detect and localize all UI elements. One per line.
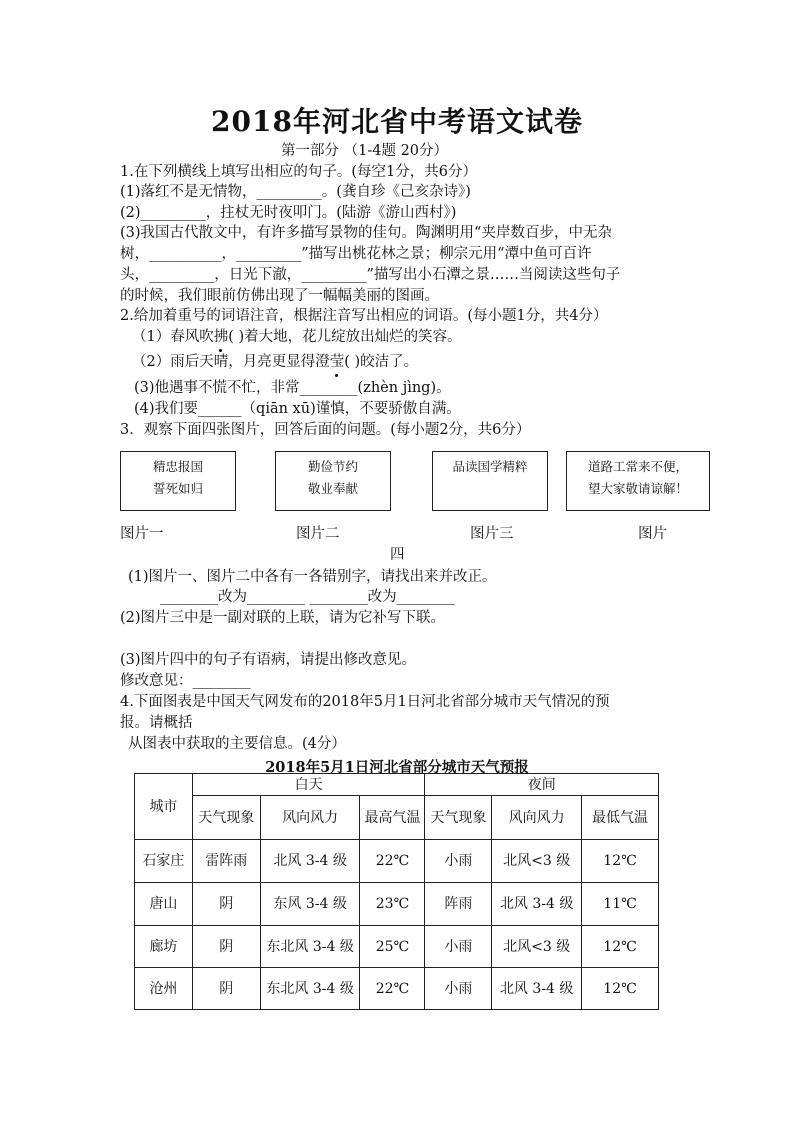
cell-day-wind: 东风 3-4 级 (260, 883, 360, 926)
table-row (135, 840, 659, 883)
cell-night-wind: 北风<3 级 (492, 840, 582, 883)
picture-two-line-1: 勤俭节约 (307, 459, 358, 474)
emphasis-char: 拂 (213, 329, 229, 345)
page-title: 2018年河北省中考语文试卷 (211, 105, 583, 138)
picture-four-line-2: 望大家敬请谅解！ (587, 481, 688, 496)
emphasis-char: 莹 (329, 354, 345, 370)
header-high-temp: 最高气温 (360, 796, 425, 840)
header-night: 夜间 (425, 774, 659, 796)
q1-line-6: 的时候，我们眼前仿佛出现了一幅幅美丽的图画。 (120, 288, 439, 304)
caption-picture-one: 图片一 (120, 526, 164, 542)
picture-two (275, 451, 391, 511)
picture-one-line-1: 精忠报国 (152, 459, 203, 474)
q1-line-2: (2)_________，拄杖无时夜叩门。(陆游《游山西村》) (120, 205, 457, 221)
caption-picture-three: 图片三 (470, 526, 514, 542)
picture-three-line-1: 品读国学精粹 (452, 459, 528, 474)
q2-item-2-pre: （2）雨后天晴，月亮更显得澄 (132, 354, 330, 370)
q1-line-3: (3)我国古代散文中，有许多描写景物的佳句。陶渊明用“夹岸数百步，中无杂 (120, 225, 612, 241)
cell-high-temp: 22℃ (360, 968, 425, 1010)
table-subheader-row (135, 796, 659, 840)
q3-sub-2: (2)图片三中是一副对联的上联，请为它补写下联。 (120, 610, 446, 626)
picture-one-line-2: 誓死如归 (152, 481, 203, 496)
cell-high-temp: 25℃ (360, 926, 425, 968)
weather-table (134, 773, 659, 1010)
cell-city: 石家庄 (135, 840, 193, 883)
cell-low-temp: 11℃ (582, 883, 659, 926)
picture-four-line-1: 道路工常来不便， (587, 459, 688, 474)
q4-line-2: 报。请概括 (120, 715, 193, 731)
table-header-row (135, 774, 659, 796)
header-day-wind: 风向风力 (260, 796, 360, 840)
cell-low-temp: 12℃ (582, 840, 659, 883)
cell-low-temp: 12℃ (582, 926, 659, 968)
cell-night-wind: 北风 3-4 级 (492, 883, 582, 926)
cell-night-wind: 北风 3-4 级 (492, 968, 582, 1010)
cell-city: 唐山 (135, 883, 193, 926)
picture-four (566, 451, 710, 511)
header-low-temp: 最低气温 (582, 796, 659, 840)
header-day-weather: 天气现象 (192, 796, 260, 840)
cell-low-temp: 12℃ (582, 968, 659, 1010)
q4-line-3: 从图表中获取的主要信息。(4分） (128, 736, 346, 752)
table-row (135, 883, 659, 926)
picture-two-line-2: 敬业奉献 (307, 481, 358, 496)
header-city: 城市 (135, 774, 193, 840)
cell-day-wind: 北风 3-4 级 (260, 840, 360, 883)
q1-line-4: 树，__________，_________”描写出桃花林之景；柳宗元用“潭中鱼可百许 (120, 246, 592, 262)
table-row (135, 968, 659, 1010)
q2-item-1-post: ( )着大地，花儿绽放出灿烂的笑容。 (228, 329, 462, 345)
cell-city: 沧州 (135, 968, 193, 1010)
cell-day-weather: 雷阵雨 (192, 840, 260, 883)
q3-sub-1-blanks: ________改为________ ________改为________ (160, 589, 455, 605)
picture-one (120, 451, 236, 511)
cell-day-weather: 阴 (192, 926, 260, 968)
cell-night-weather: 小雨 (425, 968, 492, 1010)
table-row (135, 926, 659, 968)
q2-item-1 (132, 327, 462, 347)
cell-day-weather: 阴 (192, 968, 260, 1010)
cell-high-temp: 22℃ (360, 840, 425, 883)
caption-picture-four: 图片 (638, 526, 667, 542)
header-night-weather: 天气现象 (425, 796, 492, 840)
q3-sub-3-blank: 修改意见：________ (120, 673, 251, 689)
part-header: 第一部分 （1-4题 20分） (281, 143, 449, 159)
table-title: 2018年5月1日河北省部分城市天气预报 (265, 759, 529, 776)
q1-line-5: 头，_________，日光下澈，_________”描写出小石潭之景……当阅读这些句子 (120, 267, 621, 283)
cell-city: 廊坊 (135, 926, 193, 968)
q1-stem: 1.在下列横线上填写出相应的句子。(每空1分，共6分） (120, 164, 477, 180)
picture-three (432, 451, 548, 511)
header-day: 白天 (192, 774, 425, 796)
q2-item-1-pre: （1）春风吹 (132, 329, 214, 345)
q3-stem: 3．观察下面四张图片，回答后面的问题。(每小题2分，共6分） (120, 422, 531, 438)
cell-day-wind: 东北风 3-4 级 (260, 926, 360, 968)
q4-line-1: 4.下面图表是中国天气网发布的2018年5月1日河北省部分城市天气情况的预 (120, 694, 610, 710)
q2-item-3: (3)他遇事不慌不忙，非常________(zhèn jìng)。 (134, 380, 451, 396)
cell-night-weather: 阵雨 (425, 883, 492, 926)
cell-night-weather: 小雨 (425, 840, 492, 883)
cell-day-wind: 东北风 3-4 级 (260, 968, 360, 1010)
q1-line-1: (1)落红不是无情物，_________。(龚自珍《己亥杂诗》) (120, 184, 471, 200)
header-night-wind: 风向风力 (492, 796, 582, 840)
cell-night-wind: 北风<3 级 (492, 926, 582, 968)
q3-sub-3: (3)图片四中的句子有语病，请提出修改意见。 (120, 652, 417, 668)
q2-item-2-post: ( )皎洁了。 (344, 354, 419, 370)
caption-picture-four-wrap: 四 (390, 547, 405, 563)
q2-stem: 2.给加着重号的词语注音，根据注音写出相应的词语。(每小题1分，共4分） (120, 308, 608, 324)
cell-high-temp: 23℃ (360, 883, 425, 926)
q2-item-4: (4)我们要______（qiān xū)谨慎，不要骄傲自满。 (134, 401, 461, 417)
q2-item-2 (132, 352, 418, 372)
cell-day-weather: 阴 (192, 883, 260, 926)
q3-sub-1: (1)图片一、图片二中各有一各错别字，请找出来并改正。 (128, 569, 497, 585)
cell-night-weather: 小雨 (425, 926, 492, 968)
caption-picture-two: 图片二 (296, 526, 340, 542)
